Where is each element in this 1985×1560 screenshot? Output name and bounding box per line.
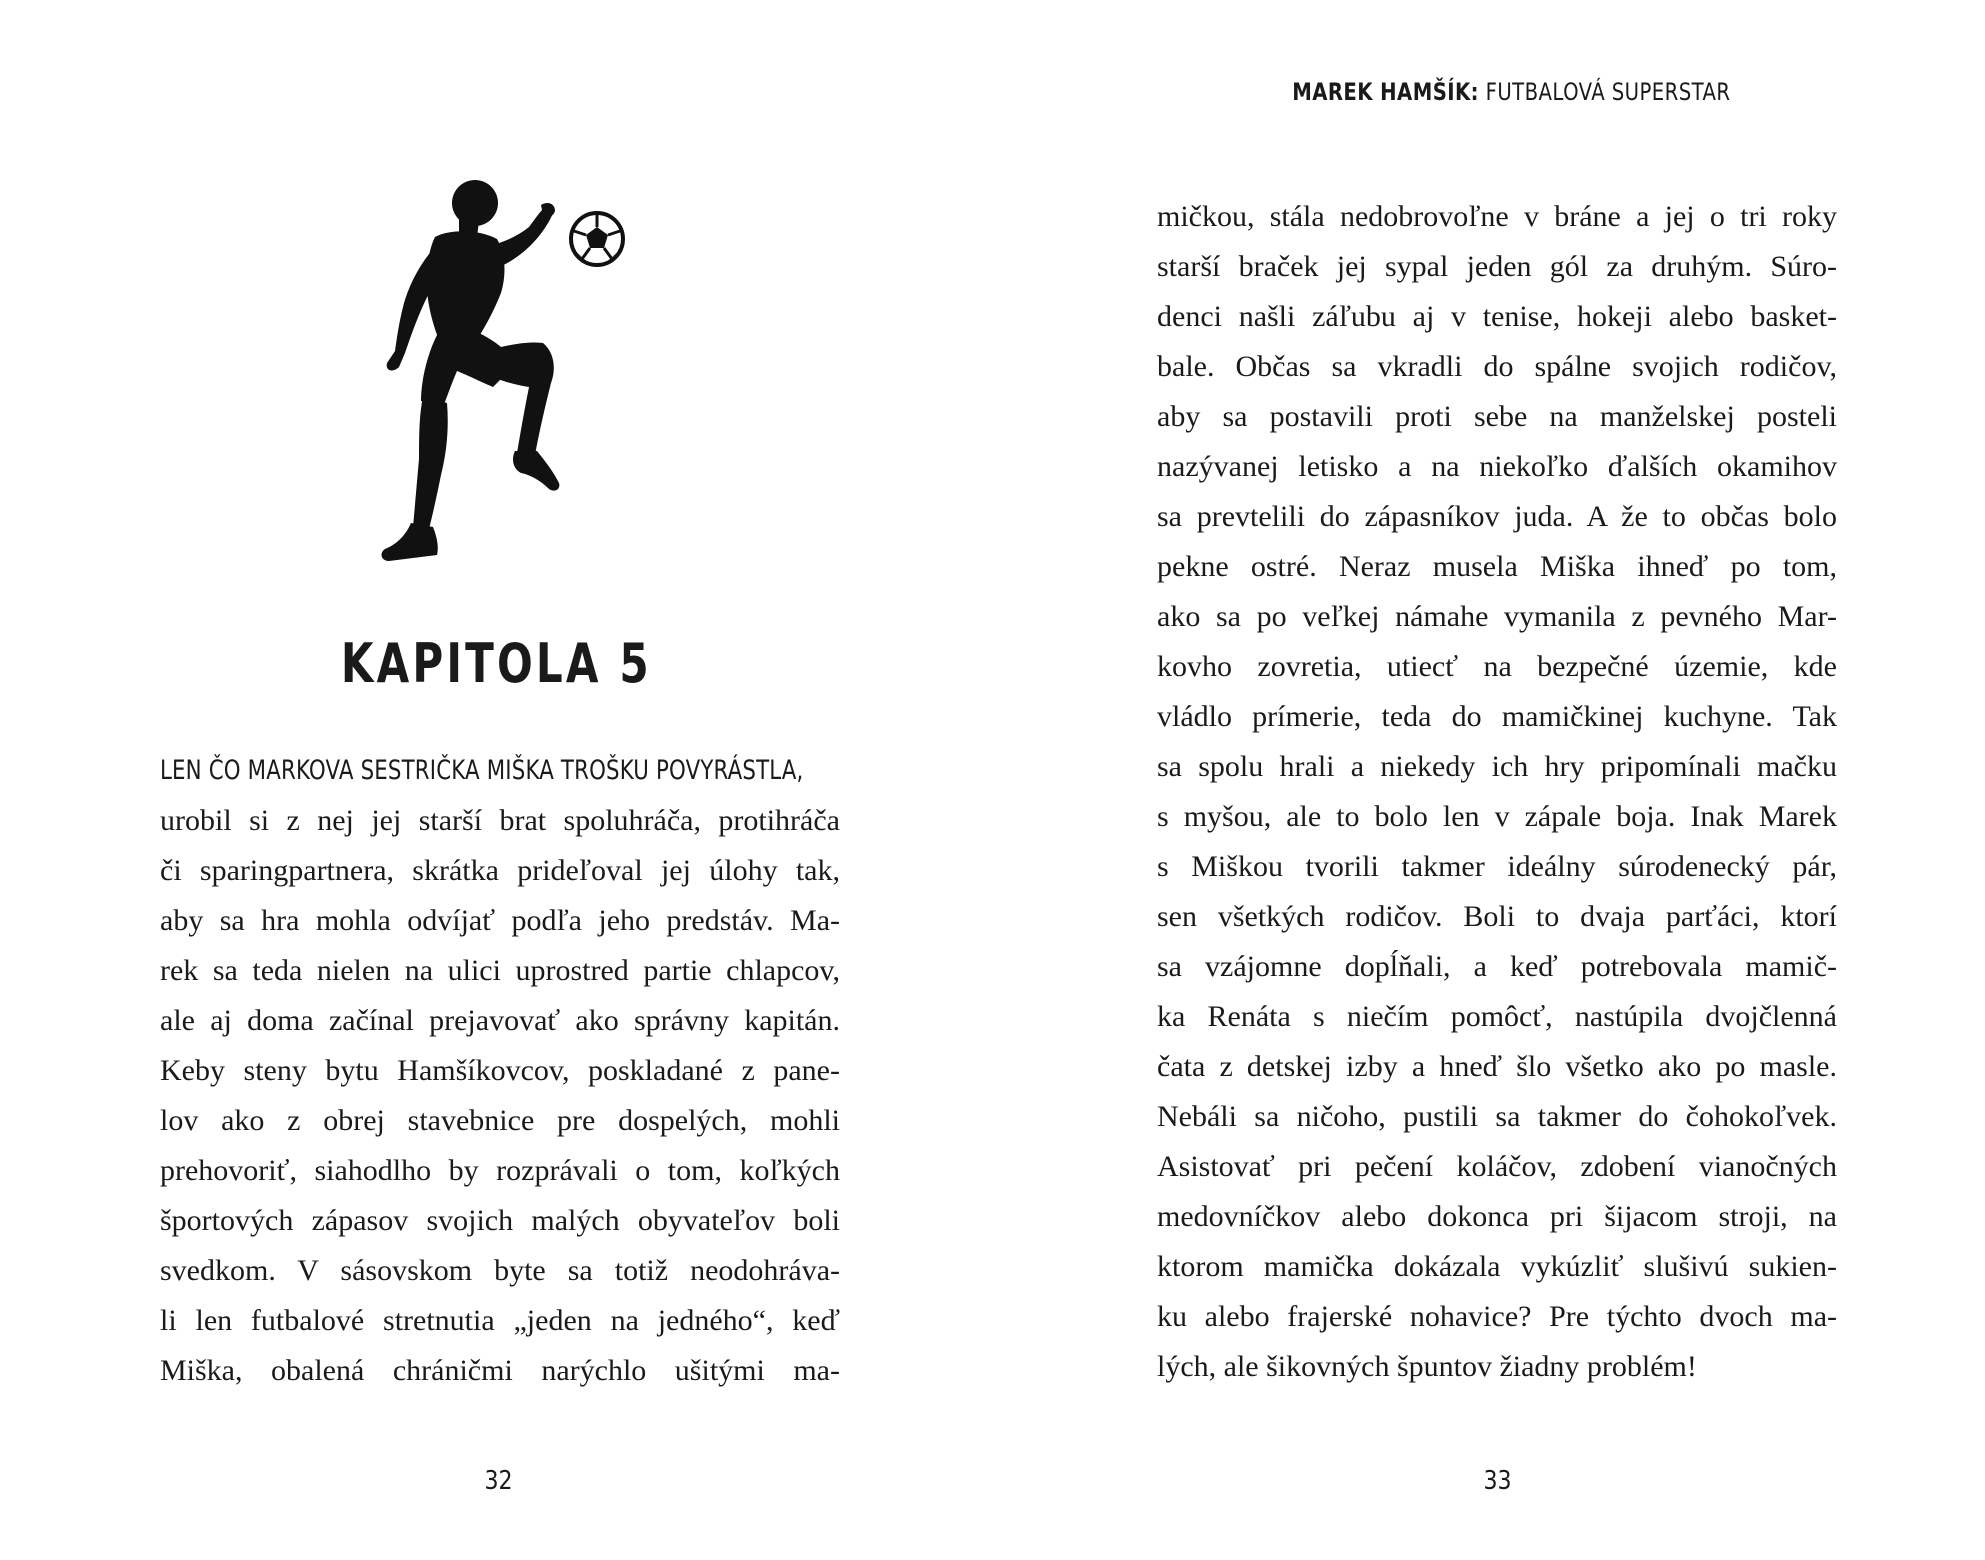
text-line: ka Renáta s niečím pomôcť, nastúpila dvojčlenná [1157, 1000, 1837, 1033]
text-line: sa spolu hrali a niekedy ich hry pripomínali mačku [1157, 750, 1837, 783]
text-line: aby sa hra mohla odvíjať podľa jeho predstáv. Ma- [160, 904, 840, 937]
running-header-author: MAREK HAMŠÍK: [1291, 78, 1479, 106]
text-line: ku alebo frajerské nohavice? Pre týchto dvoch ma- [1157, 1300, 1837, 1333]
text-line: starší braček jej sypal jeden gól za druhým. Súro- [1157, 250, 1837, 283]
footballer-silhouette-icon [375, 175, 645, 585]
text-line: či sparingpartnera, skrátka prideľoval jej úlohy tak, [160, 854, 840, 887]
text-line: ale aj doma začínal prejavovať ako správny kapitán. [160, 1004, 840, 1037]
text-line: kovho zovretia, utiecť na bezpečné územie, kde [1157, 650, 1837, 683]
text-line: športových zápasov svojich malých obyvateľov boli [160, 1204, 840, 1237]
text-line: aby sa postavili proti sebe na manželskej posteli [1157, 400, 1837, 433]
text-line: Asistovať pri pečení koláčov, zdobení vianočných [1157, 1150, 1837, 1183]
page-number-left: 32 [484, 1466, 513, 1496]
text-line: pekne ostré. Neraz musela Miška ihneď po tom, [1157, 550, 1837, 583]
left-page [0, 0, 992, 1560]
text-line: mičkou, stála nedobrovoľne v bráne a jej o tri roky [1157, 200, 1837, 233]
text-line: li len futbalové stretnutia „jeden na jedného“, keď [160, 1304, 840, 1337]
text-line: sa prevtelili do zápasníkov juda. A že to občas bolo [1157, 500, 1837, 533]
right-body-text [1157, 192, 1837, 1392]
text-line: prehovoriť, siahodlho by rozprávali o tom, koľkých [160, 1154, 840, 1187]
right-page [992, 0, 1985, 1560]
running-header-title: FUTBALOVÁ SUPERSTAR [1485, 78, 1730, 106]
text-line: s Miškou tvorili takmer ideálny súrodenecký pár, [1157, 850, 1837, 883]
text-line: bale. Občas sa vkradli do spálne svojich rodičov, [1157, 350, 1837, 383]
chapter-opening-line: LEN ČO MARKOVA SESTRIČKA MIŠKA TROŠKU POVYRÁSTLA, [160, 755, 804, 786]
text-line: ktorom mamička dokázala vykúzliť slušivú sukien- [1157, 1250, 1837, 1283]
page-number-right: 33 [1483, 1466, 1512, 1496]
left-body-text [160, 746, 840, 1396]
text-line: medovníčkov alebo dokonca pri šijacom stroji, na [1157, 1200, 1837, 1233]
text-line: denci našli záľubu aj v tenise, hokeji alebo basket- [1157, 300, 1837, 333]
running-header [1292, 78, 1730, 106]
text-line: sa vzájomne dopĺňali, a keď potrebovala mamič- [1157, 950, 1837, 983]
text-line: svedkom. V sásovskom byte sa totiž neodohráva- [160, 1254, 840, 1287]
text-line: vládlo prímerie, teda do mamičkinej kuchyne. Tak [1157, 700, 1837, 733]
text-line: sen všetkých rodičov. Boli to dvaja parťáci, ktorí [1157, 900, 1837, 933]
text-line: lov ako z obrej stavebnice pre dospelých, mohli [160, 1104, 840, 1137]
text-line: urobil si z nej jej starší brat spoluhráča, protihráča [160, 804, 840, 837]
text-line: lých, ale šikovných špuntov žiadny problém! [1157, 1350, 1697, 1383]
text-line: Keby steny bytu Hamšíkovcov, poskladané z pane- [160, 1054, 840, 1087]
text-line: rek sa teda nielen na ulici uprostred partie chlapcov, [160, 954, 840, 987]
chapter-title: KAPITOLA 5 [340, 632, 652, 695]
text-line: čata z detskej izby a hneď šlo všetko ako po masle. [1157, 1050, 1837, 1083]
text-line: nazývanej letisko a na niekoľko ďalších okamihov [1157, 450, 1837, 483]
text-line: s myšou, ale to bolo len v zápale boja. Inak Marek [1157, 800, 1837, 833]
text-line: Miška, obalená chráničmi narýchlo ušitými ma- [160, 1354, 840, 1387]
text-line: ako sa po veľkej námahe vymanila z pevného Mar- [1157, 600, 1837, 633]
text-line: Nebáli sa ničoho, pustili sa takmer do čohokoľvek. [1157, 1100, 1837, 1133]
